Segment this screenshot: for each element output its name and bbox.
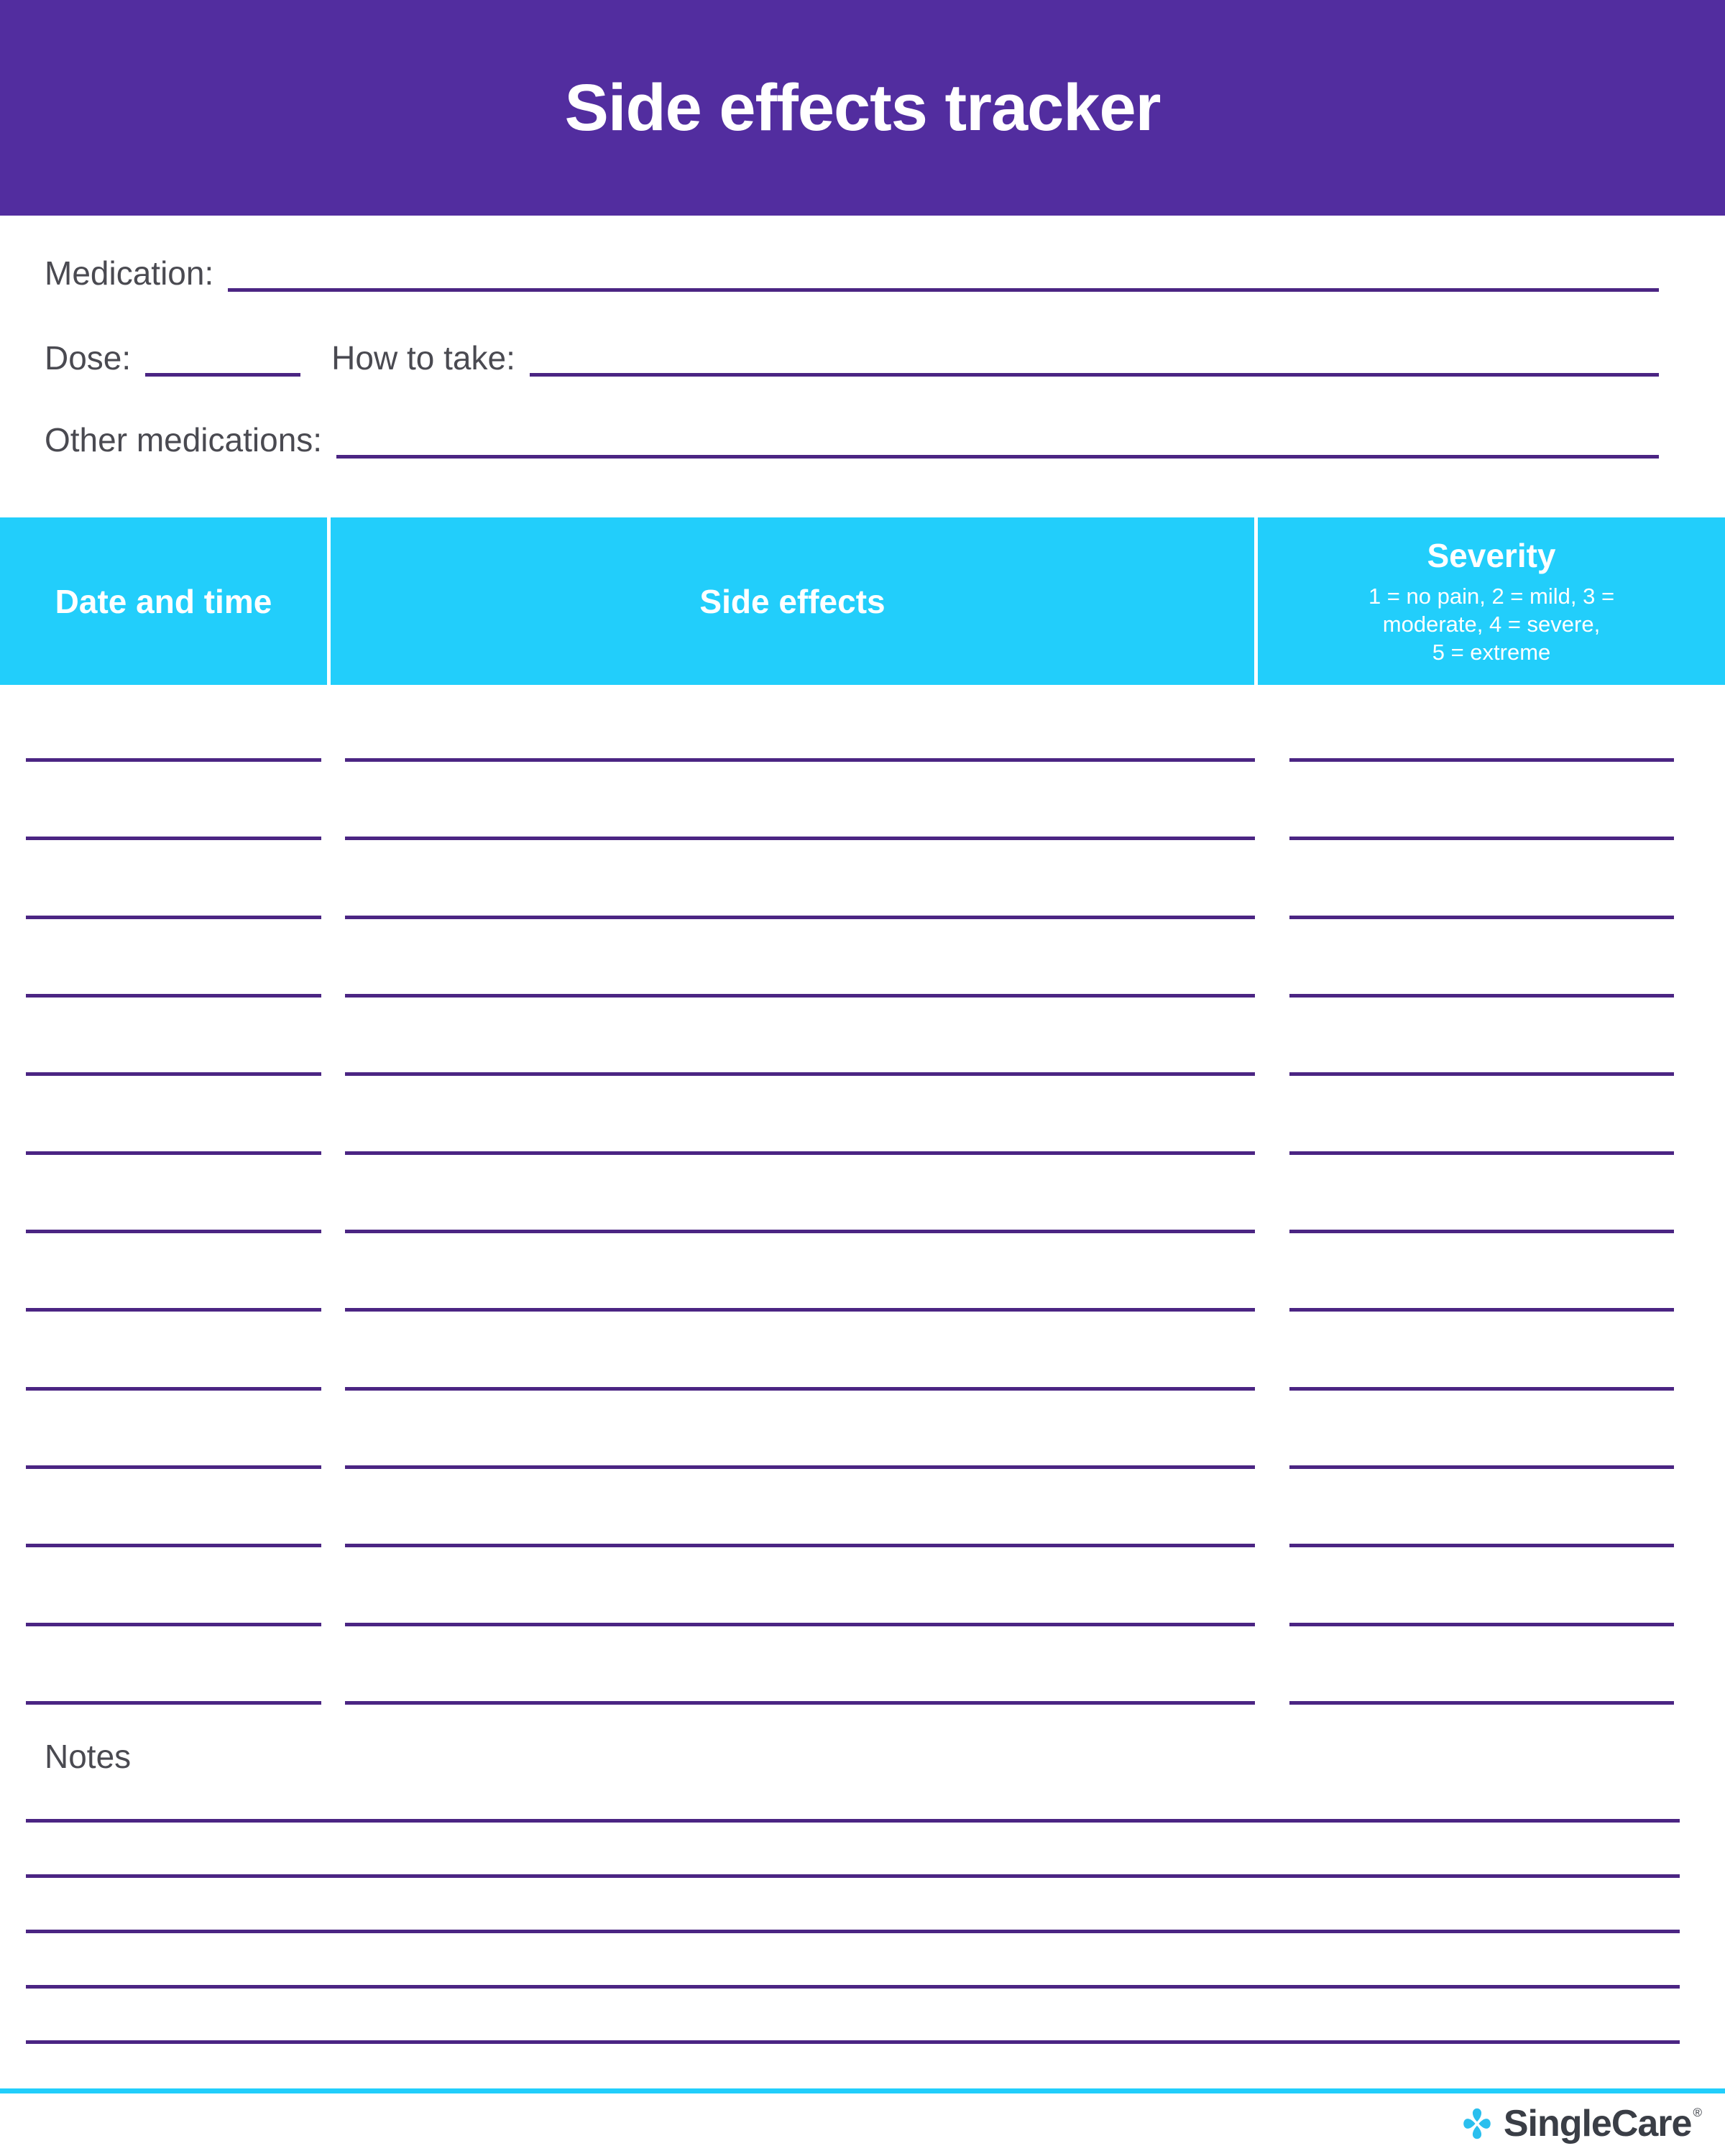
row-line-side-effects [345, 1151, 1255, 1155]
row-line-date-time [26, 1387, 321, 1391]
row-line-severity [1289, 1230, 1674, 1233]
row-line-severity [1289, 837, 1674, 840]
row-line-severity [1289, 758, 1674, 762]
row-line-severity [1289, 1387, 1674, 1391]
row-line-side-effects [345, 1544, 1255, 1547]
severity-scale-line-3: 5 = extreme [1432, 640, 1551, 665]
other-medications-label: Other medications: [45, 421, 323, 459]
row-line-date-time [26, 1465, 321, 1469]
row-line-severity [1289, 1623, 1674, 1626]
side-effects-header-label: Side effects [699, 582, 886, 620]
dose-fill-line [145, 373, 300, 377]
table-row [0, 1230, 1725, 1233]
row-line-date-time [26, 1072, 321, 1076]
row-line-side-effects [345, 1308, 1255, 1312]
brand-name-text: SingleCare [1503, 2103, 1692, 2145]
row-line-side-effects [345, 1387, 1255, 1391]
row-line-severity [1289, 1701, 1674, 1705]
how-to-take-label: How to take: [331, 339, 515, 377]
table-row [0, 837, 1725, 840]
dose-field-row [45, 338, 1659, 377]
note-line [26, 1930, 1680, 1933]
severity-scale-line-2: moderate, 4 = severe, [1382, 612, 1601, 637]
column-header-side-effects [331, 517, 1254, 685]
brand-name [1503, 2103, 1701, 2145]
table-row [0, 1151, 1725, 1155]
table-row [0, 1465, 1725, 1469]
row-line-date-time [26, 1544, 321, 1547]
severity-scale-line-1: 1 = no pain, 2 = mild, 3 = [1368, 584, 1615, 609]
table-row [0, 994, 1725, 998]
column-header-date-time [0, 517, 327, 685]
row-line-side-effects [345, 916, 1255, 919]
registered-mark: ® [1693, 2106, 1701, 2119]
row-line-severity [1289, 1072, 1674, 1076]
row-line-severity [1289, 994, 1674, 998]
table-row [0, 1387, 1725, 1391]
singlecare-clover-icon [1460, 2105, 1494, 2142]
table-row [0, 758, 1725, 762]
medication-label: Medication: [45, 254, 214, 292]
other-medications-field-row [45, 420, 1659, 459]
row-line-date-time [26, 1623, 321, 1626]
title-banner [0, 0, 1725, 216]
row-line-date-time [26, 1701, 321, 1705]
note-line [26, 1874, 1680, 1878]
notes-label: Notes [45, 1738, 132, 1775]
how-to-take-fill-line [530, 373, 1659, 377]
table-row [0, 1701, 1725, 1705]
other-medications-fill-line [336, 455, 1659, 459]
row-line-date-time [26, 1308, 321, 1312]
medication-field-row [45, 253, 1659, 292]
row-line-date-time [26, 1230, 321, 1233]
medication-fill-line [228, 288, 1659, 292]
table-row [0, 1072, 1725, 1076]
row-line-severity [1289, 1544, 1674, 1547]
severity-header-label: Severity [1427, 537, 1556, 574]
note-line [26, 2040, 1680, 2044]
table-row [0, 916, 1725, 919]
brand-logo [1460, 2101, 1701, 2146]
table-row [0, 1308, 1725, 1312]
note-line [26, 1819, 1680, 1823]
row-line-side-effects [345, 1465, 1255, 1469]
row-line-side-effects [345, 758, 1255, 762]
row-line-date-time [26, 837, 321, 840]
table-row [0, 1544, 1725, 1547]
column-header-severity [1258, 517, 1725, 685]
row-line-severity [1289, 1465, 1674, 1469]
table-row [0, 1623, 1725, 1626]
row-line-severity [1289, 1308, 1674, 1312]
page-title: Side effects tracker [564, 70, 1161, 144]
row-line-date-time [26, 994, 321, 998]
row-line-severity [1289, 1151, 1674, 1155]
row-line-side-effects [345, 1072, 1255, 1076]
table-header-row [0, 517, 1725, 685]
row-line-date-time [26, 916, 321, 919]
row-line-side-effects [345, 994, 1255, 998]
date-time-header-label: Date and time [55, 582, 272, 620]
row-line-side-effects [345, 1701, 1255, 1705]
row-line-date-time [26, 758, 321, 762]
note-line [26, 1985, 1680, 1989]
footer-divider [0, 2088, 1725, 2093]
row-line-side-effects [345, 1230, 1255, 1233]
row-line-date-time [26, 1151, 321, 1155]
row-line-severity [1289, 916, 1674, 919]
row-line-side-effects [345, 1623, 1255, 1626]
row-line-side-effects [345, 837, 1255, 840]
dose-label: Dose: [45, 339, 132, 377]
